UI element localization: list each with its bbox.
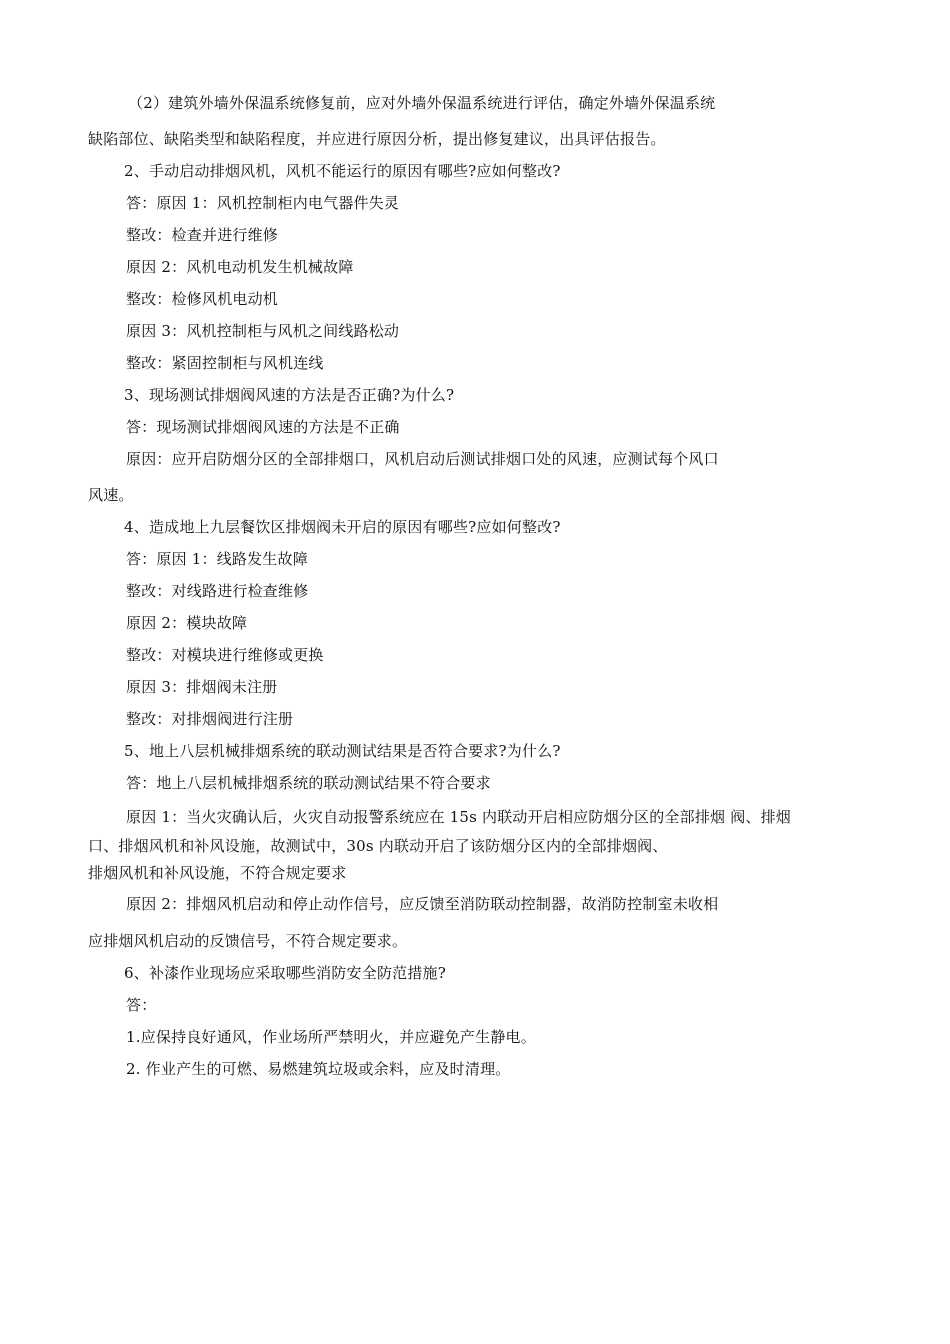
question-heading: 6、补漆作业现场应采取哪些消防安全防范措施? [124,964,446,982]
text-line: 风速。 [88,486,134,504]
text-line: 原因 1：当火灾确认后，火灾自动报警系统应在 15s 内联动开启相应防烟分区的全部排烟 阀、排烟 [126,808,792,826]
answer-line: 答：原因 1：线路发生故障 [126,550,308,568]
text-line: 原因 3：风机控制柜与风机之间线路松动 [126,322,400,340]
answer-line: 答：现场测试排烟阀风速的方法是不正确 [126,418,400,436]
question-heading: 5、地上八层机械排烟系统的联动测试结果是否符合要求?为什么? [124,742,561,760]
text-line: 整改：检查并进行维修 [126,226,279,244]
text-line: 整改：紧固控制柜与风机连线 [126,354,324,372]
answer-line: 答：原因 1：风机控制柜内电气器件失灵 [126,194,400,212]
text-line: 整改：对排烟阀进行注册 [126,710,294,728]
text-line: 原因 2：模块故障 [126,614,248,632]
text-line: （2）建筑外墙外保温系统修复前，应对外墙外保温系统进行评估，确定外墙外保温系统 [128,94,716,112]
list-item: 1.应保持良好通风，作业场所严禁明火，并应避免产生静电。 [126,1028,536,1046]
text-line: 原因 2：风机电动机发生机械故障 [126,258,354,276]
text-line: 整改：对模块进行维修或更换 [126,646,324,664]
text-line: 整改：对线路进行检查维修 [126,582,309,600]
answer-line: 答： [126,996,157,1014]
text-line: 整改：检修风机电动机 [126,290,279,308]
text-line: 应排烟风机启动的反馈信号，不符合规定要求。 [88,932,408,950]
text-line: 原因 3：排烟阀未注册 [126,678,278,696]
answer-line: 答：地上八层机械排烟系统的联动测试结果不符合要求 [126,774,491,792]
text-line: 口、排烟风机和补风设施，故测试中，30s 内联动开启了该防烟分区内的全部排烟阀、 [88,837,668,855]
question-heading: 3、现场测试排烟阀风速的方法是否正确?为什么? [124,386,455,404]
text-line: 原因：应开启防烟分区的全部排烟口，风机启动后测试排烟口处的风速，应测试每个风口 [126,450,719,468]
question-heading: 4、造成地上九层餐饮区排烟阀未开启的原因有哪些?应如何整改? [124,518,561,536]
list-item: 2. 作业产生的可燃、易燃建筑垃圾或余料，应及时清理。 [126,1060,511,1078]
text-line: 缺陷部位、缺陷类型和缺陷程度，并应进行原因分析，提出修复建议，出具评估报告。 [88,130,666,148]
text-line: 排烟风机和补风设施，不符合规定要求 [88,864,347,882]
question-heading: 2、手动启动排烟风机，风机不能运行的原因有哪些?应如何整改? [124,162,561,180]
text-line: 原因 2：排烟风机启动和停止动作信号，应反馈至消防联动控制器，故消防控制室未收相 [126,895,719,913]
